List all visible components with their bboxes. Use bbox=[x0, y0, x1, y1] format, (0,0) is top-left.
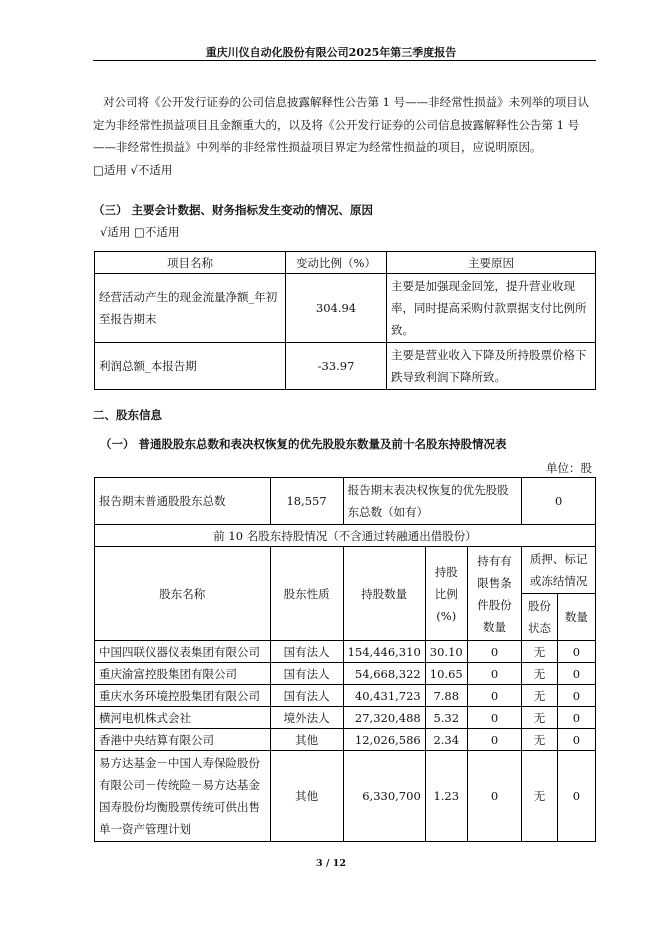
total-holders-value: 18,557 bbox=[270, 478, 343, 525]
shareholders-table bbox=[94, 477, 596, 842]
change-table bbox=[94, 251, 596, 390]
header-pledge-qty: 数量 bbox=[557, 594, 595, 641]
table-row bbox=[95, 641, 596, 663]
table-row bbox=[95, 663, 596, 685]
table-row bbox=[95, 729, 596, 751]
intro-applicability: □适用 √不适用 bbox=[93, 162, 173, 177]
header-rule bbox=[93, 60, 596, 61]
section3-applicability: √适用 □不适用 bbox=[100, 225, 180, 239]
holder-restricted: 0 bbox=[467, 729, 522, 751]
holder-amount: 12,026,586 bbox=[343, 729, 425, 751]
holder-nature: 国有法人 bbox=[270, 663, 343, 685]
shareholders-title: 二、股东信息 bbox=[93, 408, 162, 422]
change-row bbox=[95, 343, 596, 390]
holder-restricted: 0 bbox=[467, 685, 522, 707]
table-row bbox=[95, 685, 596, 707]
holder-amount: 40,431,723 bbox=[343, 685, 425, 707]
change-item-ratio: 304.94 bbox=[286, 274, 387, 343]
holder-qty: 0 bbox=[557, 707, 595, 729]
page-number: 3 / 12 bbox=[316, 858, 346, 869]
change-item-ratio: -33.97 bbox=[286, 343, 387, 390]
holder-qty: 0 bbox=[557, 663, 595, 685]
top10-caption: 前 10 名股东持股情况（不含通过转融通出借股份） bbox=[95, 525, 596, 547]
holder-qty: 0 bbox=[557, 729, 595, 751]
holder-amount: 154,446,310 bbox=[343, 641, 425, 663]
table-row bbox=[95, 751, 596, 842]
holder-nature: 其他 bbox=[270, 751, 343, 842]
holder-ratio: 30.10 bbox=[425, 641, 467, 663]
shareholders-subtitle: （一） 普通股股东总数和表决权恢复的优先股股东数量及前十名股东持股情况表 bbox=[100, 437, 507, 451]
holder-qty: 0 bbox=[557, 685, 595, 707]
holder-name: 横河电机株式会社 bbox=[95, 707, 271, 729]
holder-name: 易方达基金－中国人寿保险股份有限公司－传统险－易方达基金国寿股份均衡股票传统可供出售单一资产管理计划 bbox=[95, 751, 271, 842]
holder-ratio: 5.32 bbox=[425, 707, 467, 729]
holder-qty: 0 bbox=[557, 641, 595, 663]
holder-status: 无 bbox=[522, 663, 557, 685]
holder-amount: 27,320,488 bbox=[343, 707, 425, 729]
holder-name: 香港中央结算有限公司 bbox=[95, 729, 271, 751]
change-header-reason: 主要原因 bbox=[387, 252, 596, 274]
header-restricted-shares: 持有有限售条件股份数量 bbox=[467, 547, 522, 641]
unit-label: 单位：股 bbox=[546, 461, 592, 475]
table-row bbox=[95, 707, 596, 729]
intro-line-1: 对公司将《公开发行证券的公司信息披露解释性公告第 1 号——非经常性损益》未列举的项目认 bbox=[103, 95, 590, 109]
holder-status: 无 bbox=[522, 641, 557, 663]
intro-line-3: ——非经常性损益》中列举的非经常性损益项目界定为经常性损益的项目，应说明原因。 bbox=[93, 140, 542, 154]
change-item-name: 经营活动产生的现金流量净额_年初至报告期末 bbox=[95, 274, 286, 343]
holder-nature: 其他 bbox=[270, 729, 343, 751]
holder-status: 无 bbox=[522, 707, 557, 729]
header-pledge: 质押、标记或冻结情况 bbox=[522, 547, 596, 594]
change-item-reason: 主要是营业收入下降及所持股票价格下跌导致利润下降所致。 bbox=[387, 343, 596, 390]
change-row bbox=[95, 274, 596, 343]
change-header-ratio: 变动比例（%） bbox=[286, 252, 387, 274]
holder-name: 中国四联仪器仪表集团有限公司 bbox=[95, 641, 271, 663]
change-item-reason: 主要是加强现金回笼，提升营业收现率，同时提高采购付款票据支付比例所致。 bbox=[387, 274, 596, 343]
holder-ratio: 7.88 bbox=[425, 685, 467, 707]
holder-ratio: 10.65 bbox=[425, 663, 467, 685]
section3-title: （三） 主要会计数据、财务指标发生变动的情况、原因 bbox=[93, 203, 374, 217]
holder-name: 重庆水务环境控股集团有限公司 bbox=[95, 685, 271, 707]
holder-name: 重庆渝富控股集团有限公司 bbox=[95, 663, 271, 685]
change-header-name: 项目名称 bbox=[95, 252, 286, 274]
holder-amount: 54,668,322 bbox=[343, 663, 425, 685]
holder-restricted: 0 bbox=[467, 751, 522, 842]
holder-status: 无 bbox=[522, 729, 557, 751]
header-holding-ratio: 持股比例(%) bbox=[425, 547, 467, 641]
holder-nature: 国有法人 bbox=[270, 641, 343, 663]
intro-line-2: 定为非经常性损益项目且金额重大的，以及将《公开发行证券的公司信息披露解释性公告第 1 号 bbox=[93, 117, 580, 132]
change-item-name: 利润总额_本报告期 bbox=[95, 343, 286, 390]
holder-restricted: 0 bbox=[467, 707, 522, 729]
holder-qty: 0 bbox=[557, 751, 595, 842]
holder-ratio: 1.23 bbox=[425, 751, 467, 842]
holder-nature: 境外法人 bbox=[270, 707, 343, 729]
holder-status: 无 bbox=[522, 751, 557, 842]
holder-status: 无 bbox=[522, 685, 557, 707]
header-share-status: 股份状态 bbox=[522, 594, 557, 641]
header-holder-name: 股东名称 bbox=[95, 547, 271, 641]
holder-ratio: 2.34 bbox=[425, 729, 467, 751]
header-holder-nature: 股东性质 bbox=[270, 547, 343, 641]
holder-restricted: 0 bbox=[467, 663, 522, 685]
intro-paragraph bbox=[93, 91, 598, 181]
holder-nature: 国有法人 bbox=[270, 685, 343, 707]
pref-holders-label: 报告期末表决权恢复的优先股股东总数（如有） bbox=[343, 478, 522, 525]
page-header: 重庆川仪自动化股份有限公司2025年第三季度报告 bbox=[205, 46, 457, 59]
pref-holders-value: 0 bbox=[522, 478, 596, 525]
total-holders-label: 报告期末普通股股东总数 bbox=[95, 478, 271, 525]
header-holding-amount: 持股数量 bbox=[343, 547, 425, 641]
holder-restricted: 0 bbox=[467, 641, 522, 663]
holder-amount: 6,330,700 bbox=[343, 751, 425, 842]
